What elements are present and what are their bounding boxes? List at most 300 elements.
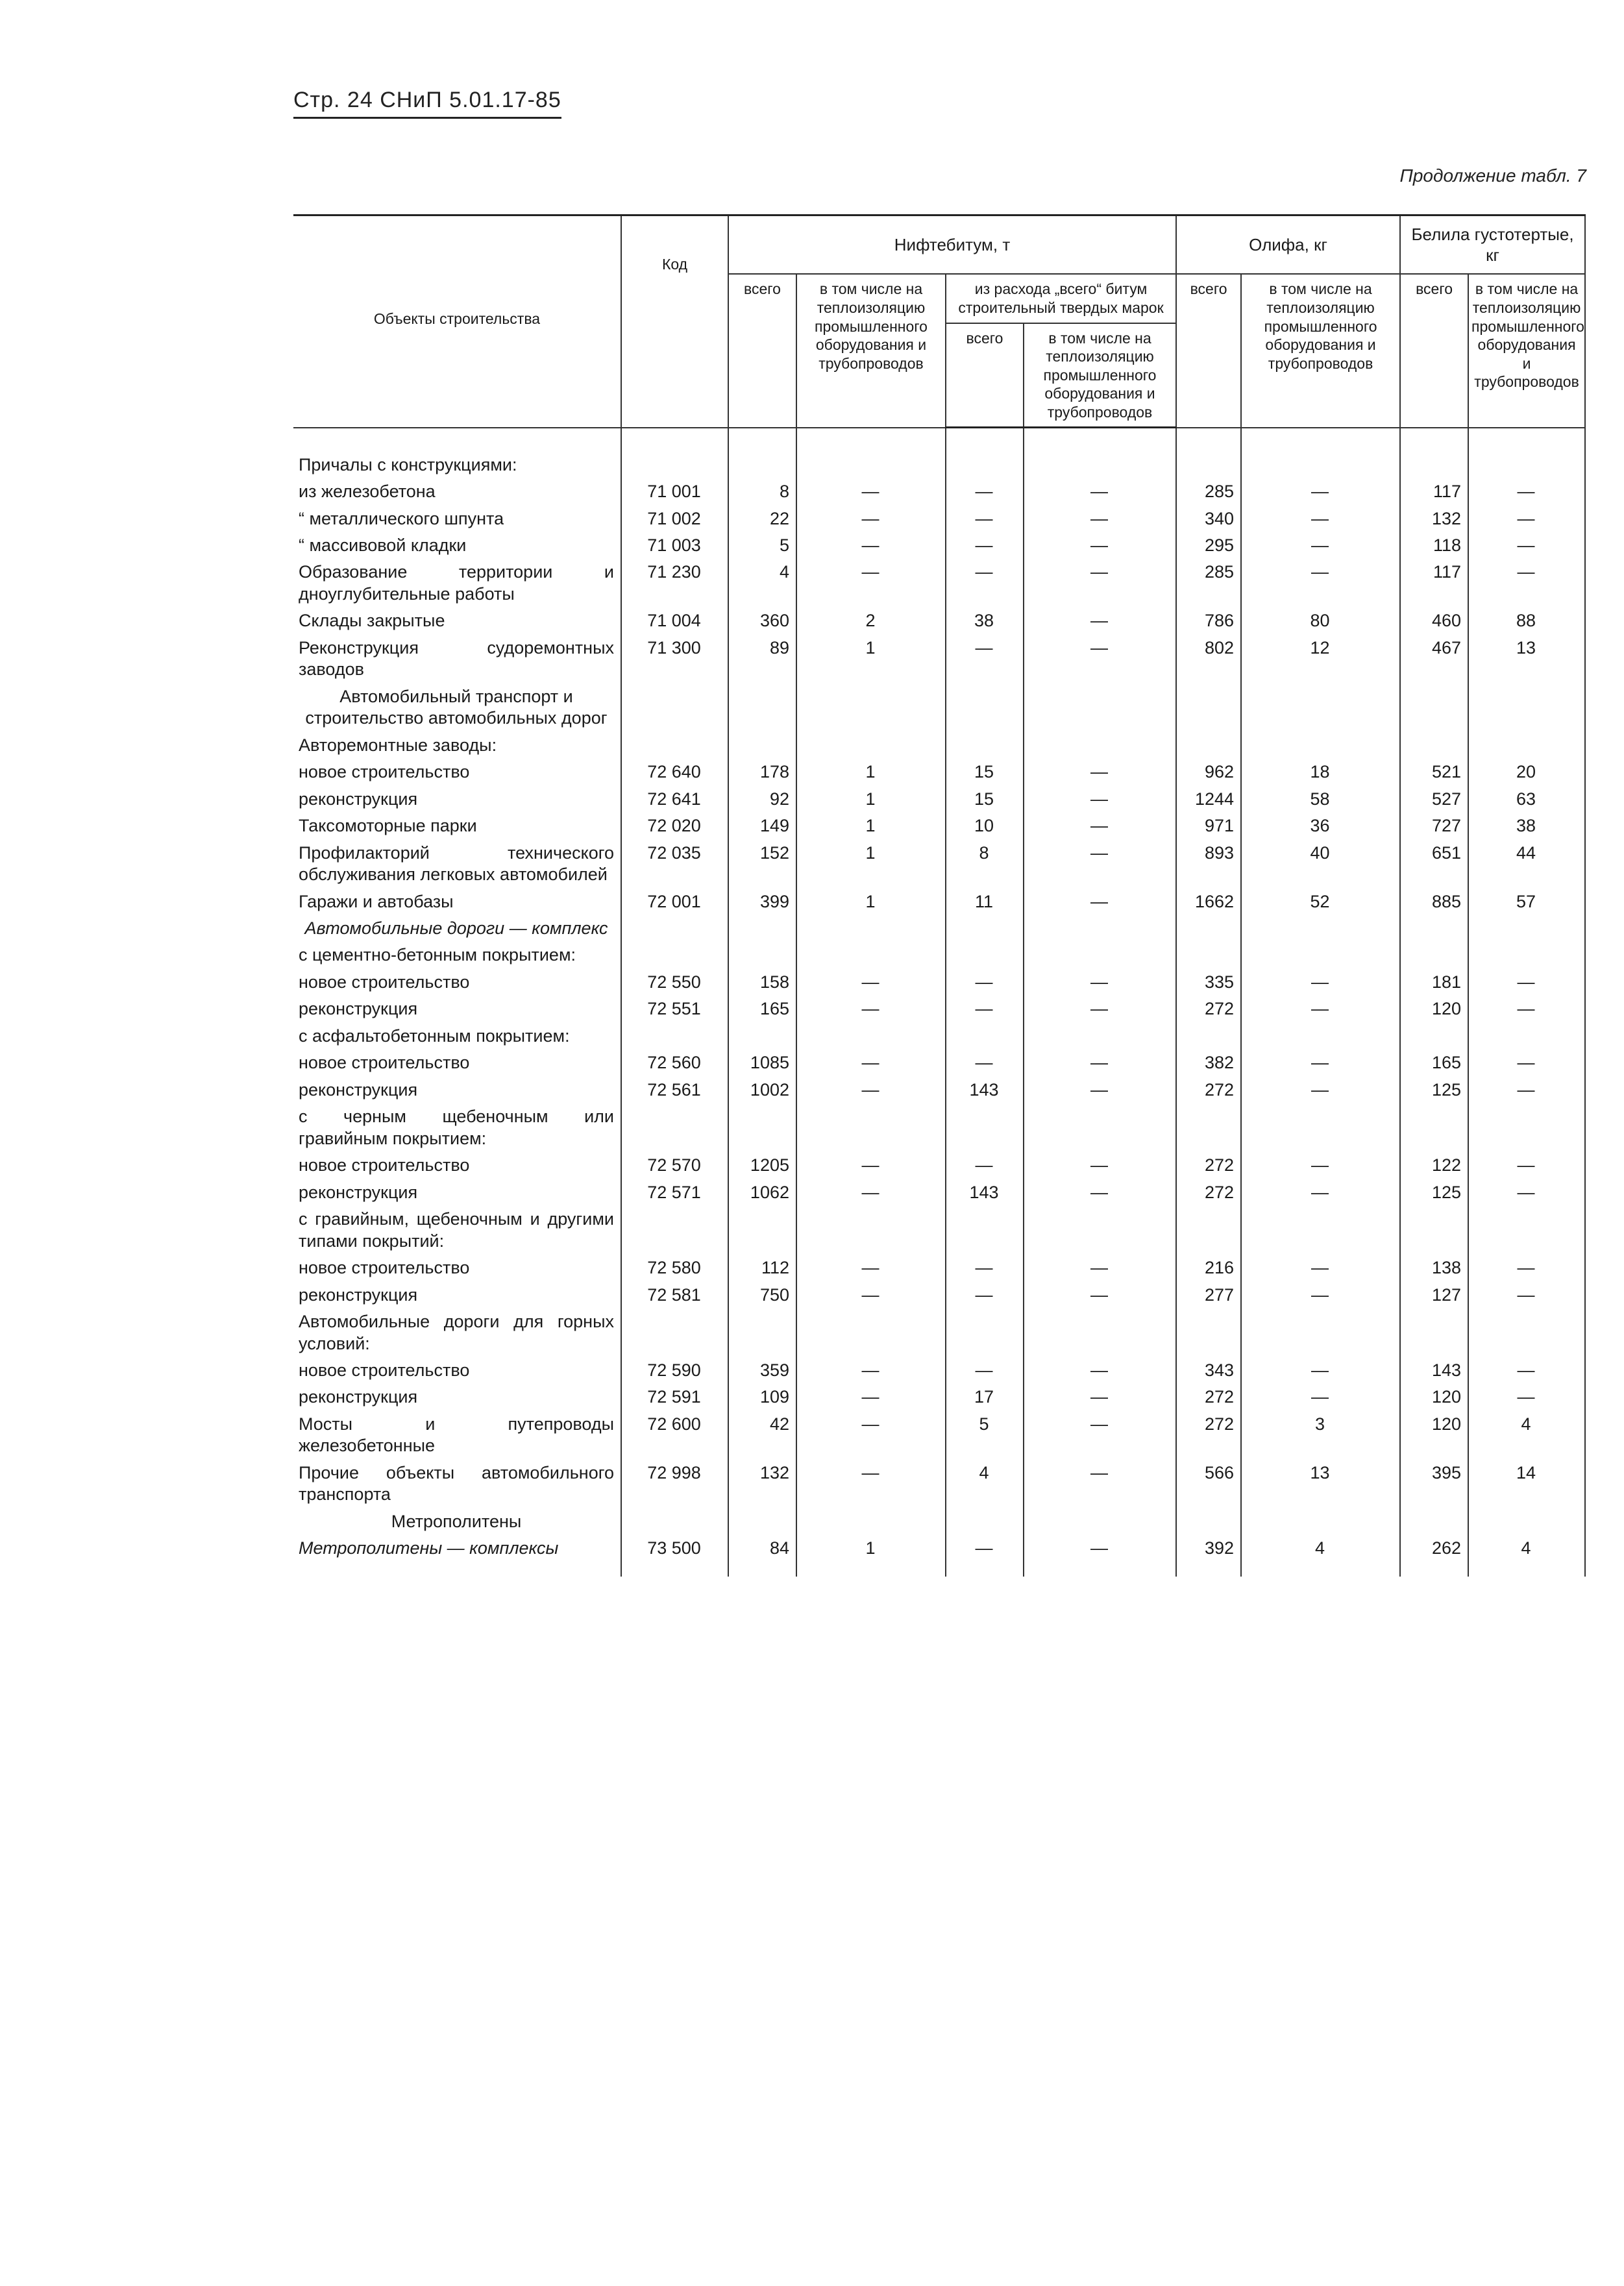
cell-be-total: 120 (1400, 996, 1468, 1022)
table-row (293, 635, 1585, 683)
cell-nb-total: 178 (728, 759, 796, 785)
cell-be-incl: 57 (1468, 889, 1585, 915)
cell-nb-bit-total: — (946, 996, 1024, 1022)
cell-ol-total (1176, 1103, 1241, 1152)
row-object-name: Автомобильный транспорт и строительство автомобильных дорог (293, 683, 621, 732)
cell-be-incl: — (1468, 532, 1585, 559)
cell-ol-incl (1241, 915, 1400, 942)
cell-be-total: 117 (1400, 478, 1468, 505)
row-object-name: из железобетона (293, 478, 621, 505)
cell-nb-total: 89 (728, 635, 796, 683)
cell-nb-bit-incl: — (1024, 532, 1176, 559)
cell-nb-incl: — (796, 478, 946, 505)
cell-nb-total: 42 (728, 1411, 796, 1460)
cell-ol-incl: — (1241, 1050, 1400, 1076)
cell-be-incl (1468, 942, 1585, 968)
cell-be-total: 117 (1400, 559, 1468, 608)
header-nb-bit-total: всего (946, 323, 1024, 428)
cell-be-total (1400, 942, 1468, 968)
cell-nb-bit-total (946, 942, 1024, 968)
cell-ol-total (1176, 683, 1241, 732)
row-object-name: “ массивовой кладки (293, 532, 621, 559)
cell-ol-total: 971 (1176, 813, 1241, 839)
cell-ol-total (1176, 732, 1241, 759)
header-belila: Белила густотертые, кг (1400, 215, 1585, 275)
cell-nb-bit-incl (1024, 1309, 1176, 1357)
cell-ol-total: 295 (1176, 532, 1241, 559)
row-code (621, 1206, 728, 1255)
cell-ol-incl: — (1241, 1077, 1400, 1103)
cell-nb-incl: — (796, 1152, 946, 1179)
table-row (293, 996, 1585, 1022)
row-object-name: Авторемонтные заводы: (293, 732, 621, 759)
cell-nb-bit-incl: — (1024, 1255, 1176, 1281)
cell-ol-total: 272 (1176, 1152, 1241, 1179)
cell-be-incl (1468, 1206, 1585, 1255)
cell-nb-bit-total (946, 1508, 1024, 1535)
row-object-name: Мосты и путепроводы железобетонные (293, 1411, 621, 1460)
cell-nb-incl (796, 683, 946, 732)
table-row (293, 759, 1585, 785)
table-row (293, 1384, 1585, 1410)
row-object-name: с гравийным, щебеночным и другими типами покрытий: (293, 1206, 621, 1255)
cell-nb-bit-total: — (946, 1255, 1024, 1281)
cell-nb-incl: 1 (796, 840, 946, 889)
cell-be-incl: 4 (1468, 1535, 1585, 1576)
cell-nb-bit-incl: — (1024, 608, 1176, 634)
table-row (293, 506, 1585, 532)
row-code: 73 500 (621, 1535, 728, 1576)
cell-be-total: 181 (1400, 969, 1468, 996)
cell-be-total: 521 (1400, 759, 1468, 785)
cell-ol-total: 216 (1176, 1255, 1241, 1281)
table-row (293, 1357, 1585, 1384)
cell-nb-bit-incl (1024, 683, 1176, 732)
cell-ol-incl: 3 (1241, 1411, 1400, 1460)
row-code: 71 002 (621, 506, 728, 532)
cell-be-total (1400, 1508, 1468, 1535)
row-object-name: реконструкция (293, 1384, 621, 1410)
cell-be-total: 118 (1400, 532, 1468, 559)
row-object-name: с черным щебеночным или гравийным покрытием: (293, 1103, 621, 1152)
cell-nb-total: 359 (728, 1357, 796, 1384)
cell-nb-bit-total: 15 (946, 759, 1024, 785)
cell-nb-incl (796, 1309, 946, 1357)
cell-nb-incl: — (796, 1179, 946, 1206)
cell-nb-bit-total: — (946, 1357, 1024, 1384)
cell-be-incl: — (1468, 1282, 1585, 1309)
header-objects: Объекты строительства (293, 215, 621, 428)
cell-be-total: 125 (1400, 1179, 1468, 1206)
cell-ol-total: 272 (1176, 1384, 1241, 1410)
row-object-name: Склады закрытые (293, 608, 621, 634)
cell-nb-total (728, 942, 796, 968)
cell-be-incl: — (1468, 1050, 1585, 1076)
cell-be-total: 460 (1400, 608, 1468, 634)
cell-be-total: 651 (1400, 840, 1468, 889)
table-row (293, 1103, 1585, 1152)
cell-nb-incl: — (796, 996, 946, 1022)
row-code (621, 1508, 728, 1535)
cell-nb-bit-total: 4 (946, 1460, 1024, 1508)
row-object-name: новое строительство (293, 1357, 621, 1384)
cell-nb-bit-total (946, 732, 1024, 759)
cell-ol-incl: — (1241, 996, 1400, 1022)
cell-nb-bit-incl: — (1024, 996, 1176, 1022)
cell-nb-total: 1205 (728, 1152, 796, 1179)
cell-nb-bit-total: 10 (946, 813, 1024, 839)
cell-nb-total (728, 683, 796, 732)
row-code (621, 1023, 728, 1050)
table-row (293, 1050, 1585, 1076)
table-row (293, 1460, 1585, 1508)
cell-nb-bit-incl: — (1024, 1077, 1176, 1103)
row-code: 72 551 (621, 996, 728, 1022)
cell-be-incl: 13 (1468, 635, 1585, 683)
row-object-name: новое строительство (293, 1255, 621, 1281)
row-object-name: Профилакторий технического обслуживания легковых автомобилей (293, 840, 621, 889)
cell-nb-incl (796, 1508, 946, 1535)
table-row (293, 1179, 1585, 1206)
table-row (293, 813, 1585, 839)
row-object-name: Образование территории и дноуглубительные работы (293, 559, 621, 608)
row-code: 72 581 (621, 1282, 728, 1309)
row-object-name: новое строительство (293, 759, 621, 785)
header-nb-total: всего (728, 274, 796, 427)
cell-be-incl: 20 (1468, 759, 1585, 785)
row-code: 72 600 (621, 1411, 728, 1460)
row-code: 72 035 (621, 840, 728, 889)
materials-table (293, 214, 1586, 1577)
row-code: 72 591 (621, 1384, 728, 1410)
cell-ol-incl: — (1241, 506, 1400, 532)
cell-ol-total: 343 (1176, 1357, 1241, 1384)
row-code: 72 020 (621, 813, 728, 839)
cell-nb-incl: — (796, 1050, 946, 1076)
cell-nb-bit-total: 15 (946, 786, 1024, 813)
cell-nb-bit-total: — (946, 1152, 1024, 1179)
cell-nb-incl: 1 (796, 889, 946, 915)
cell-ol-incl (1241, 428, 1400, 478)
cell-nb-bit-incl: — (1024, 1152, 1176, 1179)
cell-be-incl (1468, 1023, 1585, 1050)
cell-ol-incl: — (1241, 1384, 1400, 1410)
table-continuation-label: Продолжение табл. 7 (1399, 166, 1586, 186)
cell-be-total: 467 (1400, 635, 1468, 683)
row-object-name: реконструкция (293, 1179, 621, 1206)
row-code (621, 1103, 728, 1152)
cell-be-incl: — (1468, 969, 1585, 996)
row-code: 72 998 (621, 1460, 728, 1508)
row-object-name: реконструкция (293, 996, 621, 1022)
cell-be-incl: — (1468, 478, 1585, 505)
cell-nb-total (728, 915, 796, 942)
row-object-name: Причалы с конструкциями: (293, 428, 621, 478)
cell-ol-total: 272 (1176, 996, 1241, 1022)
cell-nb-total: 22 (728, 506, 796, 532)
cell-nb-total: 4 (728, 559, 796, 608)
table-row (293, 889, 1585, 915)
header-niftebitum: Нифтебитум, т (728, 215, 1176, 275)
row-code: 72 580 (621, 1255, 728, 1281)
cell-nb-total: 84 (728, 1535, 796, 1576)
cell-nb-bit-total: — (946, 1282, 1024, 1309)
cell-nb-bit-total: 38 (946, 608, 1024, 634)
cell-nb-total (728, 1508, 796, 1535)
cell-nb-bit-total (946, 1206, 1024, 1255)
row-code (621, 683, 728, 732)
row-object-name: реконструкция (293, 1282, 621, 1309)
cell-nb-bit-incl: — (1024, 1357, 1176, 1384)
cell-ol-total: 277 (1176, 1282, 1241, 1309)
cell-nb-incl: — (796, 1282, 946, 1309)
cell-nb-total: 8 (728, 478, 796, 505)
row-object-name: реконструкция (293, 786, 621, 813)
cell-ol-total: 786 (1176, 608, 1241, 634)
cell-ol-incl: — (1241, 1255, 1400, 1281)
cell-nb-total: 1002 (728, 1077, 796, 1103)
cell-nb-bit-total (946, 428, 1024, 478)
cell-nb-incl (796, 915, 946, 942)
cell-be-total: 138 (1400, 1255, 1468, 1281)
table-row (293, 683, 1585, 732)
table-row (293, 1309, 1585, 1357)
row-object-name: Прочие объекты автомобильного транспорта (293, 1460, 621, 1508)
table-row (293, 1535, 1585, 1576)
cell-ol-incl: 18 (1241, 759, 1400, 785)
row-code: 71 004 (621, 608, 728, 634)
cell-be-incl: — (1468, 1384, 1585, 1410)
cell-ol-incl: — (1241, 532, 1400, 559)
row-object-name: Метрополитены — комплексы (293, 1535, 621, 1576)
cell-nb-bit-incl: — (1024, 1050, 1176, 1076)
cell-nb-bit-incl: — (1024, 813, 1176, 839)
cell-be-incl: — (1468, 559, 1585, 608)
cell-be-incl: 88 (1468, 608, 1585, 634)
row-code: 72 571 (621, 1179, 728, 1206)
cell-ol-total: 272 (1176, 1411, 1241, 1460)
cell-nb-incl (796, 1103, 946, 1152)
cell-nb-bit-total: — (946, 969, 1024, 996)
cell-ol-total (1176, 1206, 1241, 1255)
cell-ol-total (1176, 942, 1241, 968)
cell-nb-total: 132 (728, 1460, 796, 1508)
cell-be-total: 122 (1400, 1152, 1468, 1179)
cell-nb-incl (796, 732, 946, 759)
cell-nb-incl: — (796, 506, 946, 532)
cell-nb-bit-incl: — (1024, 1282, 1176, 1309)
cell-nb-total (728, 1103, 796, 1152)
cell-be-incl: 14 (1468, 1460, 1585, 1508)
header-code: Код (621, 215, 728, 428)
cell-nb-bit-incl: — (1024, 635, 1176, 683)
cell-ol-total (1176, 428, 1241, 478)
cell-be-total (1400, 1023, 1468, 1050)
cell-nb-total (728, 732, 796, 759)
cell-nb-total: 158 (728, 969, 796, 996)
cell-nb-incl: 1 (796, 786, 946, 813)
cell-nb-total (728, 428, 796, 478)
table-row (293, 1206, 1585, 1255)
cell-ol-total: 285 (1176, 559, 1241, 608)
cell-be-total (1400, 1103, 1468, 1152)
table-row (293, 942, 1585, 968)
cell-nb-bit-incl: — (1024, 1411, 1176, 1460)
cell-be-incl: 63 (1468, 786, 1585, 813)
header-ol-total: всего (1176, 274, 1241, 427)
cell-be-total: 132 (1400, 506, 1468, 532)
row-object-name: новое строительство (293, 1050, 621, 1076)
table-row (293, 786, 1585, 813)
cell-nb-total: 360 (728, 608, 796, 634)
cell-nb-incl: — (796, 969, 946, 996)
table-row (293, 1077, 1585, 1103)
cell-ol-incl (1241, 732, 1400, 759)
cell-ol-incl: 4 (1241, 1535, 1400, 1576)
cell-ol-total (1176, 1023, 1241, 1050)
row-object-name: “ металлического шпунта (293, 506, 621, 532)
cell-be-incl: — (1468, 1179, 1585, 1206)
cell-nb-bit-total (946, 915, 1024, 942)
cell-nb-bit-total: 5 (946, 1411, 1024, 1460)
cell-be-total: 165 (1400, 1050, 1468, 1076)
cell-ol-total: 392 (1176, 1535, 1241, 1576)
table-row (293, 1023, 1585, 1050)
cell-nb-bit-incl: — (1024, 1535, 1176, 1576)
cell-be-incl: — (1468, 1152, 1585, 1179)
cell-nb-bit-incl: — (1024, 478, 1176, 505)
cell-ol-total: 272 (1176, 1179, 1241, 1206)
cell-nb-bit-total: — (946, 635, 1024, 683)
table-row (293, 1508, 1585, 1535)
cell-nb-bit-incl (1024, 1103, 1176, 1152)
cell-nb-total (728, 1023, 796, 1050)
cell-ol-total: 382 (1176, 1050, 1241, 1076)
table-row (293, 1152, 1585, 1179)
row-code: 72 550 (621, 969, 728, 996)
row-object-name: новое строительство (293, 969, 621, 996)
cell-be-incl (1468, 732, 1585, 759)
table-row (293, 532, 1585, 559)
cell-nb-total: 750 (728, 1282, 796, 1309)
cell-nb-bit-total: 17 (946, 1384, 1024, 1410)
cell-be-total (1400, 428, 1468, 478)
cell-be-total: 125 (1400, 1077, 1468, 1103)
cell-nb-total: 399 (728, 889, 796, 915)
header-nb-bit-incl: в том числе на теплоизоляцию промышленного оборудования и трубопроводов (1024, 323, 1176, 428)
cell-nb-incl: 1 (796, 813, 946, 839)
cell-ol-incl: — (1241, 1179, 1400, 1206)
cell-be-total (1400, 915, 1468, 942)
cell-nb-bit-total (946, 1023, 1024, 1050)
header-nb-from-total: из расхода „всего“ битум строительный твердых марок (946, 274, 1176, 323)
table-row (293, 915, 1585, 942)
cell-ol-total: 1662 (1176, 889, 1241, 915)
row-code (621, 1309, 728, 1357)
cell-nb-incl: 1 (796, 635, 946, 683)
row-code: 72 560 (621, 1050, 728, 1076)
cell-nb-bit-incl (1024, 915, 1176, 942)
cell-ol-incl: — (1241, 969, 1400, 996)
row-object-name: Автомобильные дороги — комплекс (293, 915, 621, 942)
cell-ol-incl (1241, 1309, 1400, 1357)
cell-nb-bit-incl (1024, 1206, 1176, 1255)
cell-nb-total (728, 1309, 796, 1357)
cell-be-incl: — (1468, 1255, 1585, 1281)
cell-nb-incl: 1 (796, 759, 946, 785)
cell-ol-incl: — (1241, 478, 1400, 505)
cell-nb-bit-total: — (946, 506, 1024, 532)
table-row (293, 428, 1585, 478)
cell-nb-bit-total (946, 683, 1024, 732)
cell-be-incl: — (1468, 1077, 1585, 1103)
row-code (621, 428, 728, 478)
cell-nb-incl: 1 (796, 1535, 946, 1576)
cell-nb-bit-total: — (946, 559, 1024, 608)
cell-nb-incl: — (796, 1411, 946, 1460)
cell-be-total: 527 (1400, 786, 1468, 813)
cell-nb-total: 149 (728, 813, 796, 839)
cell-nb-bit-total: 11 (946, 889, 1024, 915)
cell-nb-incl: 2 (796, 608, 946, 634)
header-olifa: Олифа, кг (1176, 215, 1400, 275)
cell-ol-incl: 13 (1241, 1460, 1400, 1508)
cell-ol-total (1176, 915, 1241, 942)
cell-be-incl: 4 (1468, 1411, 1585, 1460)
cell-nb-bit-total: 143 (946, 1077, 1024, 1103)
cell-be-total (1400, 1206, 1468, 1255)
header-nb-incl: в том числе на теплоизоляцию промышленного оборудования и трубопроводов (796, 274, 946, 427)
cell-nb-bit-total: 143 (946, 1179, 1024, 1206)
cell-nb-total: 165 (728, 996, 796, 1022)
table-row (293, 1282, 1585, 1309)
cell-be-total: 262 (1400, 1535, 1468, 1576)
cell-be-incl: — (1468, 996, 1585, 1022)
cell-ol-incl: — (1241, 559, 1400, 608)
cell-ol-total: 1244 (1176, 786, 1241, 813)
cell-ol-incl (1241, 1508, 1400, 1535)
cell-be-total: 395 (1400, 1460, 1468, 1508)
row-object-name: с цементно-бетонным покрытием: (293, 942, 621, 968)
cell-nb-bit-incl: — (1024, 759, 1176, 785)
cell-nb-bit-total: — (946, 1050, 1024, 1076)
cell-ol-incl: 40 (1241, 840, 1400, 889)
cell-nb-incl: — (796, 559, 946, 608)
row-code (621, 915, 728, 942)
cell-nb-incl: — (796, 1384, 946, 1410)
cell-ol-incl: 36 (1241, 813, 1400, 839)
header-be-total: всего (1400, 274, 1468, 427)
cell-nb-total: 5 (728, 532, 796, 559)
cell-nb-bit-total (946, 1309, 1024, 1357)
cell-ol-total: 340 (1176, 506, 1241, 532)
cell-be-total: 885 (1400, 889, 1468, 915)
cell-be-incl: 44 (1468, 840, 1585, 889)
row-code: 71 001 (621, 478, 728, 505)
cell-nb-incl: — (796, 1357, 946, 1384)
cell-nb-bit-incl: — (1024, 506, 1176, 532)
cell-nb-total: 1062 (728, 1179, 796, 1206)
row-code (621, 732, 728, 759)
cell-be-incl (1468, 1309, 1585, 1357)
cell-be-total (1400, 683, 1468, 732)
cell-nb-incl: — (796, 532, 946, 559)
cell-be-incl (1468, 428, 1585, 478)
cell-ol-incl: 12 (1241, 635, 1400, 683)
cell-be-incl (1468, 1103, 1585, 1152)
cell-ol-incl: 58 (1241, 786, 1400, 813)
cell-be-total: 143 (1400, 1357, 1468, 1384)
